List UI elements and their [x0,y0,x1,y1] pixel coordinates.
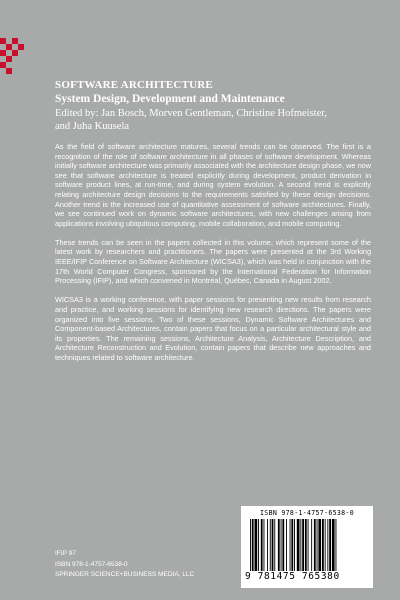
blurb-paragraph-1: As the field of software architecture matures, several trends can be observed. The first is a recognition of the role of software architecture in all phases of software development. Whereas initially software architecture was primarily associated with the architecture design phase, we now see that software architecture is treated explicitly during development, product derivation in software product lines, at run-time, and during system evolution. A second trend is explicitly relating architecture design decisions to the requirements satisfied by these design decisions. Another trend is the increased use of quantitative assessment of software architectures. Finally, we see continued work on dynamic software architectures, with new challenges arising from applications involving ubiquitous computing, mobile collaboration, and mobile computing. [55,142,371,228]
book-heading [55,78,375,133]
decorative-square [6,68,12,74]
barcode-isbn-text: ISBN 978-1-4757-6538-0 [260,509,354,517]
decorative-squares [0,38,26,98]
footer-publisher: SPRINGER SCIENCE+BUSINESS MEDIA, LLC [55,571,195,578]
footer-isbn: ISBN 978-1-4757-6538-0 [55,560,128,568]
decorative-square [12,50,18,56]
footer-imprint [55,549,194,581]
barcode-label [241,506,373,588]
book-subtitle: System Design, Development and Maintenance [55,93,285,105]
decorative-square [6,56,12,62]
blurb-paragraph-2: These trends can be seen in the papers collected in this volume, which represent some of the latest work by researchers and practitioners. The papers were presented at the 3rd Working IEEE/IFIP Conference on Software Architecture (WICSA3), which was held in conjunction with the 17th World Computer Congress, sponsored by the International Federation for Information Processing (IFIP), and which convened in Montréal, Québec, Canada in August 2002. [55,237,371,286]
blurb [55,142,371,372]
book-editors: Edited by: Jan Bosch, Morven Gentleman, Christine Hofmeister, and Juha Kuusela [55,108,327,132]
blurb-paragraph-3: WICSA3 is a working conference, with paper sessions for presenting new results from research and practice, and working sessions for identifying new research directions. The papers were organized into five sessions. Two of these sessions, Dynamic Software Architectures and Component-based Architectures, contain papers that focus on a particular architectural style and its properties. The remaining sessions, Architecture Analysis, Architecture Description, and Architecture Reconstruction and Evolution, contain papers that describe new approaches and techniques related to software architecture. [55,295,371,362]
book-title: SOFTWARE ARCHITECTURE [55,79,213,91]
footer-series: IFIP 97 [55,550,76,557]
barcode-icon [248,519,366,571]
barcode-digits: 9 781475 765380 [245,571,340,582]
decorative-square [18,44,24,50]
